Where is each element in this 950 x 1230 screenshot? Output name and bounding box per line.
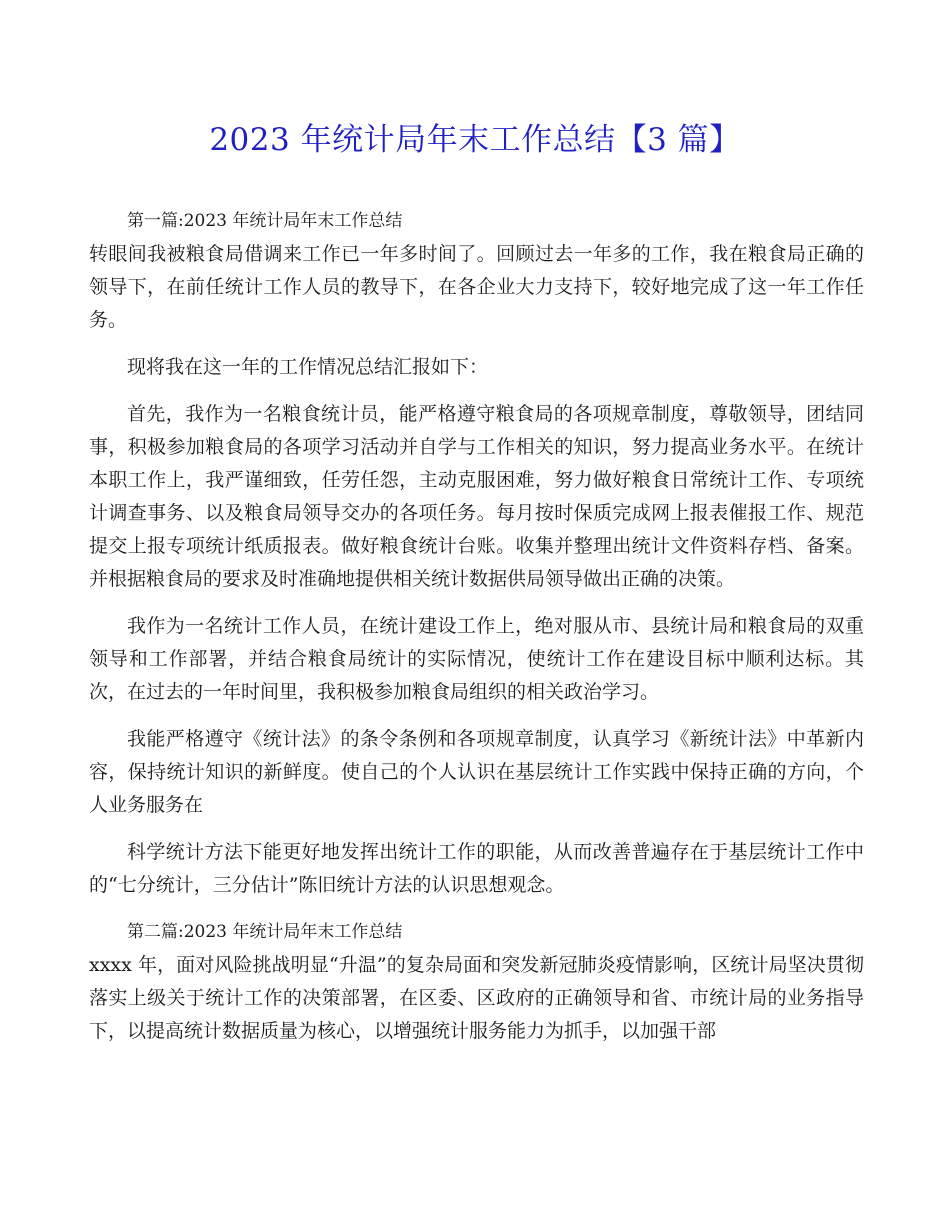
paragraph: 我能严格遵守《统计法》的条令条例和各项规章制度，认真学习《新统计法》中革新内容，保持统计知识的新鲜度。使自己的个人认识在基层统计工作实践中保持正确的方向，个人业务服务在 — [89, 728, 864, 816]
section-heading-2: 第二篇:2023 年统计局年末工作总结 — [127, 922, 403, 942]
paragraph: 首先，我作为一名粮食统计员，能严格遵守粮食局的各项规章制度，尊敬领导，团结同事，积极参加粮食局的各项学习活动并自学与工作相关的知识，努力提高业务水平。在统计本职工作上，我严谨细致，任劳任怨，主动克服困难，努力做好粮食日常统计工作、专项统计调查事务、以及粮食局领导交办的各项任务。每月按时保质完成网上报表催报工作、规范提交上报专项统计纸质报表。做好粮食统计台账。收集并整理出统计文件资料存档、备案。并根据粮食局的要求及时准确地提供相关统计数据供局领导做出正确的决策。 — [89, 403, 864, 590]
document-body — [89, 205, 864, 1048]
paragraph: xxxx 年，面对风险挑战明显“升温”的复杂局面和突发新冠肺炎疫情影响，区统计局坚决贯彻落实上级关于统计工作的决策部署，在区委、区政府的正确领导和省、市统计局的业务指导下，以提高统计数据质量为核心，以增强统计服务能力为抓手，以加强干部 — [89, 954, 864, 1042]
paragraph: 转眼间我被粮食局借调来工作已一年多时间了。回顾过去一年多的工作，我在粮食局正确的领导下，在前任统计工作人员的教导下，在各企业大力支持下，较好地完成了这一年工作任务。 — [89, 243, 864, 331]
paragraph: 科学统计方法下能更好地发挥出统计工作的职能，从而改善普遍存在于基层统计工作中的“七分统计，三分估计”陈旧统计方法的认识思想观念。 — [89, 841, 864, 896]
document-title: 2023 年统计局年末工作总结【3 篇】 — [209, 122, 741, 158]
section-heading-1: 第一篇:2023 年统计局年末工作总结 — [127, 211, 403, 231]
paragraph: 现将我在这一年的工作情况总结汇报如下： — [127, 356, 489, 378]
paragraph: 我作为一名统计工作人员，在统计建设工作上，绝对服从市、县统计局和粮食局的双重领导和工作部署，并结合粮食局统计的实际情况，使统计工作在建设目标中顺利达标。其次，在过去的一年时间里，我积极参加粮食局组织的相关政治学习。 — [89, 615, 864, 703]
